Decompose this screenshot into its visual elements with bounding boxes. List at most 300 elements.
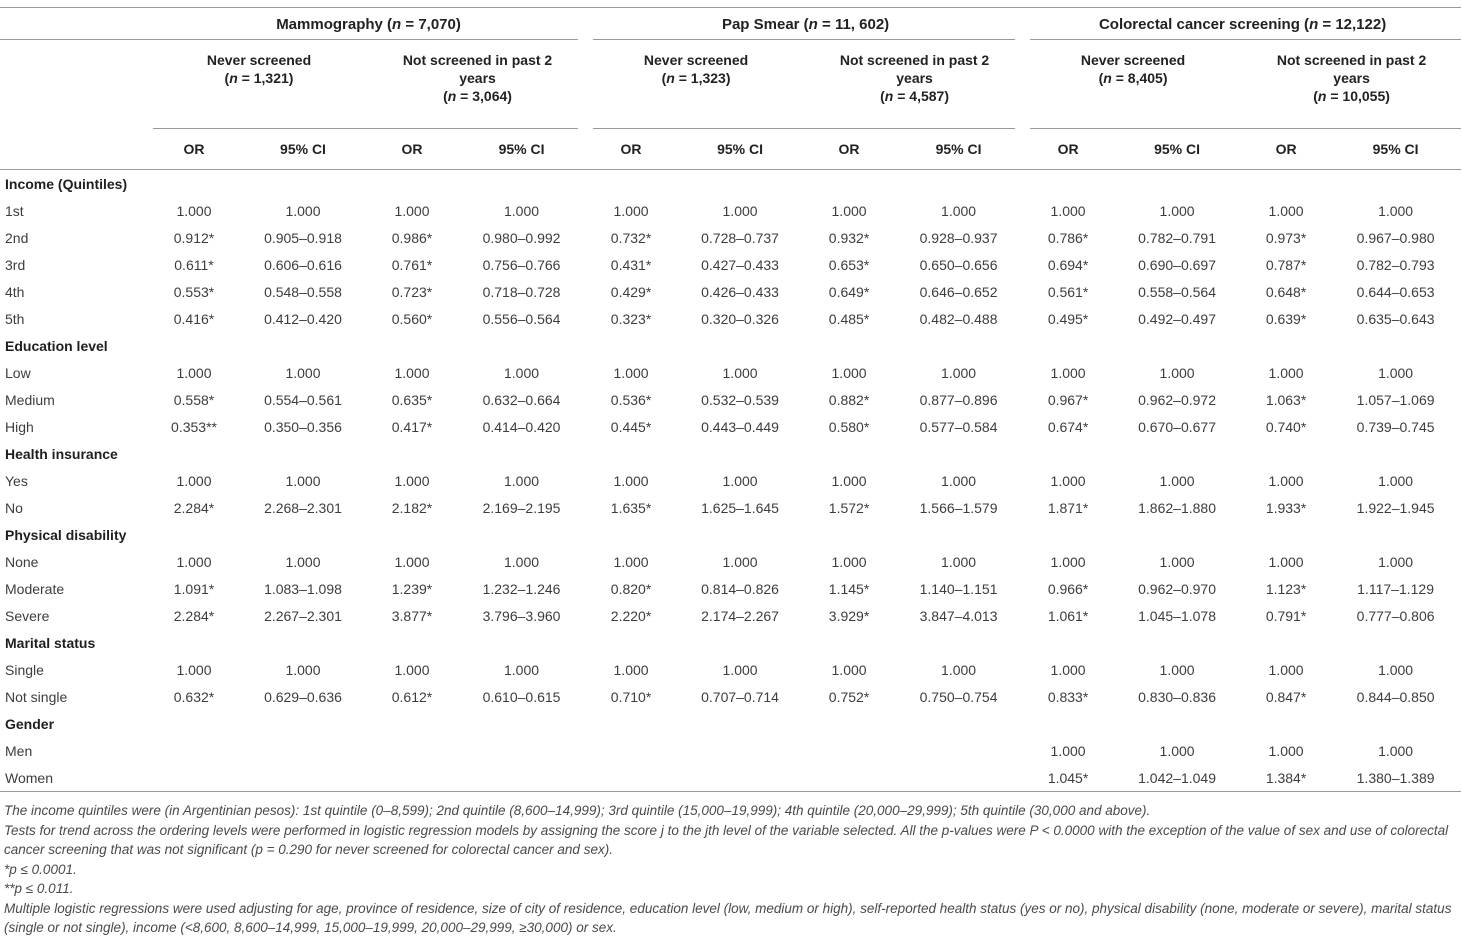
or-value — [805, 764, 893, 792]
ci-value: 3.796–3.960 — [482, 607, 561, 624]
ci-value — [1112, 440, 1242, 467]
data-row — [0, 467, 1461, 494]
or-value — [1242, 521, 1330, 548]
row-label: Single — [5, 661, 44, 678]
subgroup-title: Not screened in past 2 years — [839, 52, 990, 86]
or-value: 0.787* — [1265, 256, 1307, 273]
or-value — [150, 710, 238, 737]
or-value — [805, 440, 893, 467]
or-value — [587, 170, 675, 198]
or-value — [1024, 440, 1112, 467]
n-symbol: n — [1103, 70, 1112, 86]
or-header: OR — [368, 129, 456, 170]
ci-value: 0.646–0.652 — [919, 283, 998, 300]
ci-value: 2.268–2.301 — [264, 499, 342, 516]
or-value: 0.732* — [610, 229, 652, 246]
or-value — [587, 710, 675, 737]
section-label: Marital status — [5, 634, 96, 651]
ci-value: 1.083–1.098 — [264, 580, 342, 597]
or-value — [1024, 332, 1112, 359]
subgroup-title: Not screened in past 2 years — [1276, 52, 1427, 86]
ci-value: 1.000 — [1159, 661, 1195, 678]
or-value — [587, 332, 675, 359]
ci-value: 2.169–2.195 — [482, 499, 561, 516]
ci-value: 1.000 — [941, 364, 977, 381]
or-value: 3.877* — [391, 607, 433, 624]
ci-value: 0.414–0.420 — [482, 418, 561, 435]
or-value: 0.495* — [1047, 310, 1089, 327]
ci-value — [238, 764, 368, 792]
ci-value: 1.000 — [722, 553, 758, 570]
or-value — [805, 332, 893, 359]
or-value — [805, 710, 893, 737]
stub-header-cell — [0, 129, 150, 170]
or-value — [587, 440, 675, 467]
row-label: Low — [5, 364, 31, 381]
ci-value: 0.962–0.972 — [1138, 391, 1216, 408]
or-value: 0.674* — [1047, 418, 1089, 435]
footnote: Multiple logistic regressions were used adjusting for age, province of residence, size of city of residence, education level (low, medium or high), self-reported health status (yes or no), physical disability (none, moderate or severe), marital status (single or not single), income (<8,600, 8,600–14,999, 15,000–19,999, 20,000–29,999, ≥30,000) or sex. — [4, 900, 1452, 935]
ci-value: 0.650–0.656 — [919, 256, 998, 273]
ci-value: 1.000 — [941, 661, 977, 678]
ci-value — [893, 737, 1024, 764]
or-value: 0.786* — [1047, 229, 1089, 246]
row-label: Severe — [5, 607, 50, 624]
or-value: 1.000 — [613, 472, 649, 489]
or-value: 1.000 — [1050, 202, 1086, 219]
ci-value: 1.000 — [1378, 202, 1414, 219]
or-value: 1.000 — [831, 202, 867, 219]
or-value — [1024, 170, 1112, 198]
or-value — [587, 521, 675, 548]
or-value — [368, 710, 456, 737]
subgroup-n: = 1,323) — [674, 70, 731, 86]
data-row — [0, 764, 1461, 792]
data-row — [0, 602, 1461, 629]
data-row — [0, 305, 1461, 332]
or-value: 1.000 — [831, 364, 867, 381]
footnote: The income quintiles were (in Argentinian pesos): 1st quintile (0–8,599); 2nd quintile (8,600–14,999); 3rd quintile (15,000–19,999); 4th quintile (20,000–29,999); 5th quintile (30,000 and above). — [4, 803, 1151, 818]
ci-value: 0.739–0.745 — [1356, 418, 1435, 435]
n-symbol: n — [666, 70, 675, 86]
stub-header-cell — [0, 40, 150, 129]
ci-value: 1.000 — [941, 202, 977, 219]
ci-value — [456, 764, 587, 792]
or-value — [805, 629, 893, 656]
row-label: Men — [5, 742, 33, 759]
ci-value — [1112, 629, 1242, 656]
ci-value: 0.928–0.937 — [919, 229, 998, 246]
ci-value: 0.427–0.433 — [701, 256, 779, 273]
ci-value: 0.718–0.728 — [482, 283, 561, 300]
or-value: 1.000 — [176, 553, 212, 570]
or-value: 0.580* — [828, 418, 870, 435]
or-value — [805, 170, 893, 198]
or-value — [368, 170, 456, 198]
ci-value — [675, 737, 805, 764]
data-row — [0, 737, 1461, 764]
ci-value — [1112, 521, 1242, 548]
ci-value — [675, 332, 805, 359]
or-value: 1.000 — [1268, 553, 1304, 570]
ci-value: 0.532–0.539 — [701, 391, 779, 408]
ci-value: 0.350–0.356 — [264, 418, 342, 435]
or-value: 0.485* — [828, 310, 870, 327]
or-value: 2.284* — [173, 607, 215, 624]
subgroup-n: = 4,587) — [893, 88, 949, 104]
or-value — [368, 521, 456, 548]
ci-value: 0.629–0.636 — [264, 688, 342, 705]
data-row — [0, 359, 1461, 386]
or-value: 2.182* — [391, 499, 433, 516]
ci-value: 1.000 — [285, 472, 321, 489]
or-value: 0.912* — [173, 229, 215, 246]
ci-value: 0.443–0.449 — [701, 418, 779, 435]
section-row — [0, 629, 1461, 656]
ci-value: 1.042–1.049 — [1138, 769, 1216, 786]
ci-value: 1.922–1.945 — [1356, 499, 1435, 516]
ci-value: 1.000 — [1378, 661, 1414, 678]
or-value: 1.000 — [1268, 742, 1304, 759]
ci-value — [456, 737, 587, 764]
section-row — [0, 440, 1461, 467]
ci-value — [238, 332, 368, 359]
ci-value: 1.000 — [722, 202, 758, 219]
or-value — [1242, 170, 1330, 198]
or-value: 0.791* — [1265, 607, 1307, 624]
or-value: 0.445* — [610, 418, 652, 435]
ci-value — [1112, 710, 1242, 737]
ci-value: 1.000 — [722, 364, 758, 381]
group-title: Colorectal cancer screening ( — [1098, 15, 1310, 33]
n-symbol: n — [884, 88, 894, 104]
or-value: 1.000 — [613, 364, 649, 381]
ci-value: 0.756–0.766 — [482, 256, 561, 273]
ci-value: 0.554–0.561 — [264, 391, 342, 408]
or-value: 0.416* — [173, 310, 215, 327]
ci-value: 0.814–0.826 — [701, 580, 779, 597]
section-label: Education level — [5, 337, 108, 354]
ci-value — [893, 170, 1024, 198]
ci-value — [1330, 332, 1461, 359]
or-value: 0.833* — [1047, 688, 1089, 705]
data-row — [0, 575, 1461, 602]
section-row — [0, 710, 1461, 737]
or-value: 0.653* — [828, 256, 870, 273]
ci-value — [893, 710, 1024, 737]
or-value: 0.820* — [610, 580, 652, 597]
row-label: High — [5, 418, 34, 435]
row-label: 1st — [5, 202, 24, 219]
ci-value: 1.000 — [1159, 742, 1195, 759]
or-header: OR — [587, 129, 675, 170]
ci-value: 0.577–0.584 — [919, 418, 998, 435]
or-value — [368, 737, 456, 764]
or-value: 1.000 — [831, 553, 867, 570]
data-row — [0, 224, 1461, 251]
ci-value: 0.980–0.992 — [482, 229, 561, 246]
ci-value — [1112, 170, 1242, 198]
ci-value: 0.844–0.850 — [1356, 688, 1435, 705]
or-value: 0.752* — [828, 688, 870, 705]
section-label: Gender — [5, 715, 55, 732]
or-value: 0.932* — [828, 229, 870, 246]
or-value: 0.353** — [171, 418, 217, 435]
section-label: Income (Quintiles) — [5, 175, 128, 192]
or-value — [1242, 710, 1330, 737]
ci-value: 1.000 — [504, 472, 540, 489]
or-value: 1.000 — [1050, 553, 1086, 570]
or-value: 1.000 — [613, 202, 649, 219]
or-value: 1.000 — [1050, 742, 1086, 759]
ci-value: 0.830–0.836 — [1138, 688, 1216, 705]
or-value: 0.639* — [1265, 310, 1307, 327]
group-header-colorectal — [1024, 8, 1461, 41]
ci-value: 2.174–2.267 — [701, 607, 779, 624]
ci-value: 0.967–0.980 — [1356, 229, 1435, 246]
row-label: 3rd — [5, 256, 26, 273]
or-value: 0.694* — [1047, 256, 1089, 273]
or-value — [150, 332, 238, 359]
or-value: 1.000 — [176, 202, 212, 219]
or-value: 1.572* — [828, 499, 870, 516]
or-value: 0.723* — [391, 283, 433, 300]
ci-value: 1.000 — [504, 364, 540, 381]
n-symbol: n — [392, 15, 402, 33]
stub-header-cell — [0, 8, 150, 41]
group-title: Pap Smear ( — [721, 15, 809, 33]
ci-value — [238, 737, 368, 764]
or-value: 2.220* — [610, 607, 652, 624]
group-header-pap-smear — [587, 8, 1024, 41]
ci-value — [893, 440, 1024, 467]
data-row — [0, 548, 1461, 575]
ci-value: 1.000 — [1159, 364, 1195, 381]
or-value: 1.000 — [394, 472, 430, 489]
ci-value: 0.558–0.564 — [1138, 283, 1216, 300]
subgroup-n: = 3,064) — [456, 88, 512, 104]
ci-value — [456, 521, 587, 548]
group-n: = 12,122) — [1318, 15, 1387, 33]
data-row — [0, 197, 1461, 224]
ci-value: 1.140–1.151 — [919, 580, 998, 597]
or-value: 1.123* — [1265, 580, 1307, 597]
ci-value: 1.000 — [285, 364, 321, 381]
ci-value: 0.877–0.896 — [919, 391, 998, 408]
ci-header: 95% CI — [1112, 129, 1242, 170]
ci-value — [456, 440, 587, 467]
or-header: OR — [1242, 129, 1330, 170]
ci-value: 0.777–0.806 — [1356, 607, 1435, 624]
subgroup-header-row — [0, 40, 1461, 129]
data-row — [0, 656, 1461, 683]
ci-value: 1.232–1.246 — [482, 580, 561, 597]
ci-value: 0.632–0.664 — [482, 391, 561, 408]
or-value: 0.967* — [1047, 391, 1089, 408]
or-value: 1.000 — [831, 472, 867, 489]
subgroup-n: = 8,405) — [1111, 70, 1168, 86]
or-value — [368, 764, 456, 792]
ci-value: 1.625–1.645 — [701, 499, 779, 516]
ci-value: 1.000 — [1378, 553, 1414, 570]
data-row — [0, 683, 1461, 710]
ci-value — [1330, 710, 1461, 737]
ci-value — [675, 629, 805, 656]
ci-value: 0.670–0.677 — [1138, 418, 1216, 435]
ci-value: 1.000 — [722, 661, 758, 678]
ci-value: 1.000 — [1378, 364, 1414, 381]
or-value: 1.000 — [1050, 364, 1086, 381]
ci-value — [675, 710, 805, 737]
or-value — [150, 440, 238, 467]
section-row — [0, 521, 1461, 548]
or-value: 0.561* — [1047, 283, 1089, 300]
subgroup-colorectal-never: Never screened (n = 8,405) — [1024, 40, 1242, 129]
row-label: No — [5, 499, 23, 516]
row-label: Not single — [5, 688, 68, 705]
ci-value — [456, 332, 587, 359]
or-value — [805, 521, 893, 548]
or-header: OR — [1024, 129, 1112, 170]
data-row — [0, 413, 1461, 440]
or-value: 1.239* — [391, 580, 433, 597]
or-value: 2.284* — [173, 499, 215, 516]
ci-value — [456, 710, 587, 737]
ci-value: 1.862–1.880 — [1138, 499, 1216, 516]
ci-value: 0.728–0.737 — [701, 229, 779, 246]
or-value: 1.000 — [831, 661, 867, 678]
ci-value: 0.782–0.791 — [1138, 229, 1216, 246]
ci-value — [1330, 440, 1461, 467]
ci-value — [238, 170, 368, 198]
or-value — [587, 629, 675, 656]
or-value: 0.973* — [1265, 229, 1307, 246]
ci-value: 0.782–0.793 — [1356, 256, 1435, 273]
row-label: Yes — [5, 472, 28, 489]
or-value: 1.000 — [394, 364, 430, 381]
ci-header: 95% CI — [238, 129, 368, 170]
ci-header: 95% CI — [675, 129, 805, 170]
or-value: 0.632* — [173, 688, 215, 705]
or-value — [150, 737, 238, 764]
n-symbol: n — [447, 88, 457, 104]
ci-value: 1.000 — [285, 661, 321, 678]
ci-value: 1.000 — [1378, 742, 1414, 759]
or-value: 0.648* — [1265, 283, 1307, 300]
n-symbol: n — [808, 15, 818, 33]
subgroup-title: Never screened — [643, 52, 749, 68]
ci-value — [893, 332, 1024, 359]
or-value — [368, 629, 456, 656]
data-row — [0, 494, 1461, 521]
ci-value: 1.057–1.069 — [1356, 391, 1435, 408]
results-table — [0, 7, 1461, 792]
ci-value: 1.000 — [504, 553, 540, 570]
n-symbol: n — [1317, 88, 1327, 104]
subgroup-n: = 1,321) — [237, 70, 294, 86]
ci-value: 3.847–4.013 — [919, 607, 998, 624]
ci-value: 1.000 — [722, 472, 758, 489]
or-value: 1.000 — [613, 661, 649, 678]
or-value: 1.933* — [1265, 499, 1307, 516]
or-value: 1.145* — [828, 580, 870, 597]
or-value — [587, 764, 675, 792]
ci-value: 1.117–1.129 — [1357, 580, 1434, 597]
or-value: 1.091* — [173, 580, 215, 597]
footnote: Tests for trend across the ordering levels were performed in logistic regression models by assigning the score j to the jth level of the variable selected. All the p-values were P < 0.0000 with the exception of the value of sex and use of colorectal cancer screening that was not significant (p = 0.290 for never screened for colorectal cancer and sex). — [4, 822, 1449, 857]
ci-value: 0.606–0.616 — [264, 256, 342, 273]
or-value: 0.649* — [828, 283, 870, 300]
subgroup-title: Never screened — [206, 52, 312, 68]
ci-value — [238, 710, 368, 737]
ci-value — [893, 521, 1024, 548]
row-label: Women — [5, 769, 53, 786]
or-value: 0.611* — [174, 256, 214, 273]
or-value — [1024, 521, 1112, 548]
subgroup-title: Never screened — [1080, 52, 1186, 68]
or-value: 0.536* — [610, 391, 652, 408]
or-value: 1.000 — [1050, 472, 1086, 489]
ci-header: 95% CI — [456, 129, 587, 170]
or-value: 0.560* — [391, 310, 433, 327]
subgroup-colorectal-past2: Not screened in past 2 years (n = 10,055) — [1242, 40, 1461, 129]
or-value: 0.417* — [391, 418, 433, 435]
ci-value — [1330, 170, 1461, 198]
section-label: Physical disability — [5, 526, 127, 543]
ci-value: 0.962–0.970 — [1138, 580, 1216, 597]
or-value — [587, 737, 675, 764]
or-value — [1024, 710, 1112, 737]
or-value: 1.000 — [1268, 364, 1304, 381]
ci-value — [675, 170, 805, 198]
ci-value: 1.000 — [285, 202, 321, 219]
ci-value: 0.750–0.754 — [919, 688, 998, 705]
or-value: 0.882* — [828, 391, 870, 408]
ci-value — [893, 629, 1024, 656]
or-header: OR — [150, 129, 238, 170]
subgroup-title: Not screened in past 2 years — [402, 52, 553, 86]
or-value: 0.740* — [1265, 418, 1307, 435]
section-row — [0, 332, 1461, 359]
ci-value: 1.000 — [941, 472, 977, 489]
ci-value: 1.000 — [285, 553, 321, 570]
ci-value — [1330, 521, 1461, 548]
or-value: 0.847* — [1265, 688, 1307, 705]
or-value: 0.612* — [391, 688, 433, 705]
subgroup-pap-past2: Not screened in past 2 years (n = 4,587) — [805, 40, 1024, 129]
ci-value — [675, 440, 805, 467]
or-value: 1.000 — [1268, 202, 1304, 219]
ci-value: 0.548–0.558 — [264, 283, 342, 300]
n-symbol: n — [1309, 15, 1319, 33]
or-value: 0.761* — [391, 256, 433, 273]
ci-value: 0.320–0.326 — [701, 310, 779, 327]
ci-value: 0.644–0.653 — [1356, 283, 1435, 300]
subgroup-n: = 10,055) — [1326, 88, 1390, 104]
ci-value — [1330, 629, 1461, 656]
ci-value — [1112, 332, 1242, 359]
or-value — [1024, 629, 1112, 656]
subgroup-mammography-never: Never screened (n = 1,321) — [150, 40, 368, 129]
or-value: 0.986* — [391, 229, 433, 246]
ci-value: 0.556–0.564 — [482, 310, 561, 327]
ci-value: 1.000 — [1159, 202, 1195, 219]
ci-value — [675, 764, 805, 792]
or-value — [805, 737, 893, 764]
or-value: 0.553* — [173, 283, 215, 300]
ci-value: 0.707–0.714 — [701, 688, 779, 705]
or-value: 1.000 — [1268, 661, 1304, 678]
